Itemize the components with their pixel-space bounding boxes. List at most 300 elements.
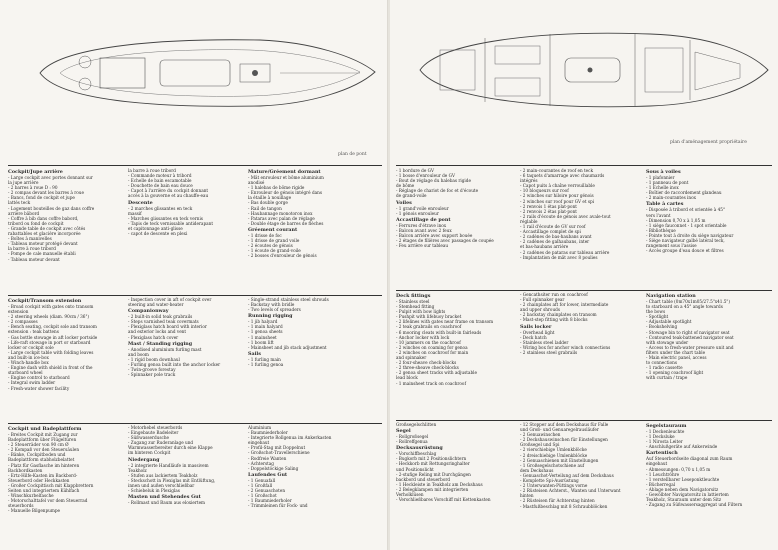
spec-item: Großsegel und Spi [520, 442, 560, 448]
spec-item: innen und außen verschließbar [128, 482, 195, 488]
spec-item: - 2 genoa sheet tracks with adjustable [396, 370, 477, 376]
spec-item: - 2 Genuaschienen mit Einstellungen [520, 457, 599, 463]
spec-item: locker or cockpit sole [8, 344, 54, 350]
spec-item: - Boîtes à manivelles [8, 236, 52, 242]
spec-item: im hinteren Cockpit [128, 450, 171, 456]
spec-item: tribord ou fond de cockpit [8, 220, 64, 226]
spec-item: lattés teck [8, 200, 31, 206]
spec-item: - Gas bottle stowage in aft locker portside [8, 334, 98, 340]
spec-column [8, 297, 126, 421]
spec-item: - Rodfreie Wanten [248, 455, 287, 461]
spec-item: - Access to fresh-water pressure unit and [646, 344, 734, 350]
spec-item: de grand-voile [396, 193, 427, 199]
section-heading: Laufendes Gut [248, 471, 288, 478]
spec-item: - Bibliothèque [646, 227, 676, 233]
spec-list [248, 175, 382, 226]
spec-item: - 12 Stopper auf dem Deckshaus für Falle [520, 422, 609, 427]
spec-item: - Twin-groove forestay [128, 367, 176, 373]
spec-item: - 2 barres à roue D : 90 [8, 185, 58, 191]
spec-item: - 1 radio cassette [646, 365, 683, 371]
spec-item: - 10 jammers on the coachroof [396, 339, 461, 345]
spec-item: - Abmessungen: 0,70 x 1,05 m [646, 466, 711, 472]
spec-item: - Anschlußgeräte auf Ankerwinde [646, 444, 718, 450]
section-heading: Mast / Standing rigging [128, 340, 193, 347]
spec-item: - Inspection cover in aft of cockpit over [128, 297, 212, 302]
spec-item: - Steps varnished teak covermats [128, 319, 199, 325]
spec-item: dem Deckshaus [520, 467, 554, 473]
spec-item: - 2 dreischiebige Umlenkblöcke [520, 452, 588, 458]
spec-item: - 6 mooring cleats with built-in fairleads [396, 329, 482, 335]
spec-item: rangement sous l'assise [646, 243, 697, 249]
section-heading: Segel [396, 428, 411, 435]
spec-item: - 1 rail d'écoute de GV sur roof [520, 224, 586, 230]
spec-item: - Tableau moteur protégé devant [8, 241, 78, 247]
spec-item: - Süßwasserdusche [128, 435, 170, 441]
spec-item: - 1 Großfall [248, 482, 273, 488]
separator-line [8, 423, 382, 424]
spec-item: - Baumniederholer [248, 430, 288, 436]
spec-item: - Capot puits à chaîne verrouillable [520, 183, 595, 189]
spec-item: - 1 rigid boom downhaul [128, 356, 180, 362]
spec-list [128, 297, 246, 307]
spec-item: - 1 panneau de pont [646, 180, 689, 186]
spec-item: - Logement bouteilles de gaz dans coffre [8, 205, 95, 211]
spec-item: - Großschot-Travellerschiene [248, 450, 310, 456]
spec-item: - 1 mainsheet track on coachroof [396, 380, 467, 386]
spec-item: to connections [646, 360, 678, 366]
spec-column [8, 168, 126, 293]
spec-item: - Manuelle Bilgenpumpe [8, 508, 61, 514]
spec-item: - Eingebaute Badeleiter [128, 430, 179, 436]
section-heading: Accastillage de pont [396, 216, 451, 223]
spec-item: - Motorhebel steuerbords [128, 425, 183, 430]
spec-item: - Overhead light [520, 329, 555, 335]
spec-item: accès à la gouverne et au chauffe-eau [128, 193, 209, 199]
spec-item: - 1 Leuchtröhre [646, 471, 680, 477]
spec-item: - Wiring box for anchor winch connections [520, 344, 611, 350]
spec-item: extension : teak battens [8, 329, 59, 335]
spec-list [248, 233, 382, 258]
spec-item: - 2 étages de filières avec passages de coupée [396, 238, 494, 244]
spec-item: - Großer Cockpittisch mit Klappbrettern [8, 482, 94, 488]
spec-item: and upper shrouds [520, 307, 560, 313]
spec-item: - 2 winches sur roof pour GV et spi [520, 198, 595, 204]
spec-item: eingebaut [646, 461, 668, 467]
section-heading: Deck fittings [396, 293, 431, 299]
spec-item: - Rollgroßsegel [396, 434, 429, 440]
section-heading: Cockpit/Transom extension [8, 298, 82, 304]
spec-item: - 2 integrierte Handläufe in massivem [128, 462, 209, 468]
spec-list [128, 425, 246, 456]
spec-item: Auf Steuerbordseite diagonal zum Raum [646, 456, 733, 462]
spec-item: und Positionslicht [396, 466, 434, 472]
spec-item: - Profil-Stag mit Doppelnut [248, 445, 306, 451]
spec-item: - Spinnaker pole track [128, 372, 176, 378]
spec-item: hinten [520, 493, 534, 499]
spec-item: - Grande table de cockpit avec côtés [8, 225, 86, 231]
spec-column [128, 297, 246, 421]
spec-item: - Chart table (0m70x1m05/27.5"x41.5") [646, 299, 730, 304]
spec-list [248, 425, 382, 471]
section-heading: Sous à voiles [646, 169, 681, 175]
spec-list [248, 357, 382, 367]
spec-item: réglable [520, 218, 538, 224]
section-heading: Masten und Stehendes Gut [128, 494, 201, 501]
spec-item: - Implantation de mât avec 8 poulies [520, 254, 598, 260]
spec-item: - Bänke, Cockpitboden und [8, 452, 66, 458]
spec-list [8, 304, 126, 391]
spec-list [396, 299, 518, 386]
spec-item: - 2 bosses d'enrouleur de génois [248, 253, 317, 259]
spec-column [646, 168, 772, 293]
spec-item: extension [8, 309, 29, 315]
spec-list [646, 429, 772, 449]
spec-list [646, 299, 772, 381]
section-heading: Niedergang [128, 456, 160, 463]
spec-item: - 2 steering wheels (diam. 90cm / 36") [8, 314, 90, 320]
section-heading: Voiles [396, 199, 412, 206]
spec-item: und Groß- und Genuaregelrausläufer [520, 427, 599, 433]
spec-column [646, 422, 772, 550]
spec-item: - 2 Kompaß vor den Steuersäulen [8, 447, 80, 453]
spec-item: - Gewölbter Navigatorsitz in lattiertem [646, 492, 729, 498]
spec-item: the bows [646, 309, 666, 315]
spec-item: la jupe arrière [8, 180, 39, 186]
spec-list [128, 168, 246, 199]
spec-item: - Rollmast und Baum aus eloxiertem [128, 500, 206, 506]
spec-item: - Commande moteur à tribord [128, 173, 192, 179]
spec-item: - Accastillage complet de spi [520, 229, 581, 235]
section-heading: Segelstauraum [646, 423, 687, 429]
spec-item: - Large cockpit avec portes donnant sur [8, 175, 93, 180]
spec-item: filters under the chart table [646, 349, 706, 355]
spec-item: - Pompe de cale manuelle établi [8, 251, 76, 257]
separator-line [396, 165, 772, 166]
spec-item: - Rail de tangon [248, 205, 282, 211]
spec-item: - Bancs, fond de cockpit et jupe [8, 195, 75, 201]
deck-plan-caption: plan de pont [338, 152, 367, 157]
spec-item: - 1 plafonnier [646, 175, 675, 180]
spec-item: - 2 main-courantes inox [646, 195, 696, 201]
spec-item: - 2 vierschiebige Umlenkblöcke [520, 447, 587, 453]
spec-item: - Large cockpit table with folding leaves [8, 349, 94, 355]
spec-column [8, 425, 126, 550]
spec-item: - 6 taquets d'amarrage avec chaumards [520, 173, 605, 179]
spec-item: - Pushpit with lifebuoy bracket [396, 314, 462, 320]
spec-list [248, 478, 382, 509]
spec-item: - Furling genoa built into the anchor locker [128, 361, 221, 367]
spec-item: - Bugkorb mit 2 Positionslichtern [396, 456, 467, 462]
spec-item: - Single-strand stainless steel shrouds [248, 297, 329, 302]
spec-item: - 2 rails d'écoute de génois avec avale-tout [520, 213, 611, 219]
spec-item: with stowage under [646, 339, 689, 345]
spec-item: - 1 bosse d'enrouleur de GV [396, 173, 455, 179]
spec-item: - capot de descente en plexi [128, 231, 188, 237]
spec-item: - 1 furling main [248, 356, 281, 362]
spec-item: and boom [128, 351, 149, 357]
spec-list [396, 451, 518, 502]
spec-list [646, 207, 772, 253]
spec-item: Aluminium [248, 425, 272, 430]
spec-item: - Disposée à tribord et orientée à 45° [646, 207, 726, 213]
spec-item: et bas-haubans arrière [520, 244, 569, 250]
spec-item: backbord und steuerbord [396, 476, 451, 482]
spec-item: et capitonnage anti-glisse [128, 225, 183, 231]
layout-plan-caption: plan d'aménagement propriétaire [670, 140, 747, 145]
spec-item: - Spotlight [646, 314, 669, 320]
spec-item: - 2 built-in solid teak grabrails [128, 314, 193, 320]
spec-item: - Anodised aluminium furling mast [128, 346, 202, 352]
spec-item: - Echelle de bain escamotable [128, 178, 192, 184]
spec-item: - 2 Genuawinschen [520, 432, 561, 438]
spec-item: - Doppelstöckige Saling [248, 465, 299, 471]
deck-plan-drawing [0, 0, 388, 165]
spec-item: - Genuaschot-Verteilung auf dem Deckshaus [520, 472, 614, 478]
spec-item: - 1 genoa sheets [248, 329, 283, 335]
spec-column [396, 422, 518, 550]
spec-item: - 1 drisse de grand voile [248, 238, 300, 244]
spec-item: - 2 Genuaschoten [248, 488, 286, 494]
spec-column [520, 292, 644, 418]
section-heading: Navigation station [646, 293, 696, 299]
spec-item: and exterior locks and vent [128, 329, 187, 335]
separator-line [396, 420, 772, 421]
spec-item: de bôme [396, 183, 415, 189]
spec-list [128, 463, 246, 494]
spec-item: - Bookshelving [646, 324, 678, 330]
spec-item: lead block [396, 375, 418, 381]
section-heading: Sails [248, 350, 261, 357]
spec-item: - 1 furling genoa [248, 361, 284, 367]
spec-item: - Winschkurbelfasche [8, 493, 54, 499]
spec-item: steering and water-heater [128, 302, 184, 308]
spec-item: and built-in ice-box [8, 354, 49, 360]
spec-item: - Life-raft stowage in port or starboard [8, 339, 91, 345]
section-heading: Descente [128, 199, 153, 206]
right-page [390, 0, 778, 550]
separator-line [8, 165, 382, 166]
spec-item: Badeplattform über Flügeltüren [8, 437, 77, 443]
spec-column [128, 425, 246, 550]
spec-item: - 1 Heckleiste in Teakholz am Deckshaus [396, 481, 483, 487]
spec-list [248, 319, 382, 350]
spec-item: to starboard on a 45° angle towards [646, 304, 723, 310]
spec-item: and spinnaker [396, 355, 427, 361]
spec-list [248, 297, 382, 312]
spec-item: - Stainless steel [396, 299, 430, 304]
spec-item: - Engine control to starboard [8, 375, 70, 381]
spec-column [396, 292, 518, 418]
spec-column [128, 168, 246, 293]
spec-item: - Contoured teak-battened navigator seat [646, 334, 734, 340]
spec-item: - Mast-step fitting with 8 blocks [520, 317, 588, 323]
spec-item: - Verschließbares Vorschiff mit Kettenkasten [396, 497, 491, 503]
spec-item: - 2 stainless steel grabrails [520, 349, 578, 355]
spec-item: Warmwasserbereiter durch eine Klappe [128, 445, 213, 451]
spec-item: - 2 winches on coaming for genoa [396, 344, 468, 350]
spec-item: massif [128, 210, 142, 216]
spec-item: - 2 four-sheave check-blocks [396, 360, 457, 366]
spec-item: Badeplattform stabholzbelattet [8, 457, 75, 463]
spec-item: - 2 compasses [8, 319, 38, 325]
spec-item: - 2 winches on coachroof for main [396, 349, 469, 355]
spec-item: arrière bâbord [8, 210, 40, 216]
spec-column [248, 425, 382, 550]
spec-item: - 2 teak grabrails on coachroof [396, 324, 462, 330]
spec-item: - 1 boom lift [248, 339, 274, 345]
spec-item: - Enrouleur de génois intégré dans [248, 190, 322, 196]
spec-item: - 1 génois enrouleur [396, 210, 439, 216]
separator-line [396, 290, 772, 291]
spec-item: - Capot à l'arrière du cockpit donnant [128, 188, 209, 194]
spec-list [8, 432, 126, 514]
spec-item: Steuerbord oder Heckkasten [8, 477, 70, 483]
spec-item: - Anchor locker with lock [396, 334, 450, 340]
spec-item: - Double étage de barres de flèches [248, 220, 324, 226]
spec-item: - 2 renvois 2 étas plat-pont [520, 208, 577, 214]
spec-item: - Balcon arrière avec support bouée [396, 232, 473, 238]
spec-item: - Integral swim ladder [8, 380, 56, 386]
spec-list [396, 434, 518, 444]
spec-item: - Engine dash with shield in front of the [8, 365, 93, 371]
spec-item: - 2 Unterwanten-Püttings vorne [520, 483, 588, 489]
spec-item: - Bout de réglage du halebas rigide [396, 178, 471, 184]
spec-item: - 1 Genuafall [248, 477, 276, 483]
spec-item: - 2 marches glissantes en teck [128, 205, 193, 211]
spec-item: - 2 écoutes de génois [248, 243, 293, 249]
spec-item: - Heckkorb mit Rettungsringhalter [396, 461, 470, 467]
spec-item: - 2 renvois 1 étas plat-pont [520, 203, 577, 209]
spec-item: Großsegelschlitten [396, 422, 437, 427]
spec-item: - Mât enrouleur et bôme aluminium [248, 175, 324, 180]
spec-item: - 1 Echelle inox [646, 185, 679, 191]
spec-item: - Bücherregal [646, 481, 676, 487]
spec-item: - 2 three-sheave check-blocks [396, 365, 459, 371]
spec-item: - 1 halebas de bôme rigide [248, 185, 305, 191]
spec-item: anodisé [248, 180, 265, 186]
spec-item: - Trimmleinen für Fock- und [248, 503, 308, 509]
spec-item: - Feu arrière sur tableau [396, 243, 449, 249]
spec-item: - 2 backstay chainplates on transom [520, 312, 597, 318]
spec-item: - Douchette de bain eau douce [128, 183, 193, 189]
spec-item: - 10 bloqueurs sur roof [520, 188, 569, 194]
spec-item: - Integrierte Rollgenua im Ankerkasten [248, 435, 332, 441]
spec-item: - Pataras avec palan de réglage [248, 215, 315, 221]
spec-item: - Ertz-Hilfe-Kasten im Backbord- [8, 472, 78, 478]
spec-item: - 2 lifelines with gates near frame on transom [396, 319, 494, 325]
section-heading: Companionway [128, 308, 169, 315]
spec-item: - Réglage de chariot de foc et d'écoute [396, 188, 479, 194]
spec-item: - Coffre à bib dans coffre babord, [8, 215, 79, 221]
spec-item: rabattables et glacière incorporée [8, 231, 81, 237]
spec-list [646, 175, 772, 200]
spec-item: - 1 verstellbarer Leseponktleuchte [646, 476, 720, 482]
spec-item: - 2 winches sur hiloire pour génois [520, 193, 594, 199]
spec-item: - Full spinnaker gear [520, 297, 565, 303]
spec-list [520, 330, 644, 355]
spec-item: - Plexiglass hatch cover [128, 334, 179, 340]
spec-list [520, 422, 644, 509]
spec-item: - Fresh-water shower facility [8, 385, 70, 391]
spec-item: - Vorschiffbeschlag [396, 451, 437, 457]
spec-item: - Accès groupe d'eau douce et filtres [646, 248, 724, 254]
spec-item: - 2 Deckshauswinschen für Einstellungen [520, 437, 608, 443]
spec-item: Teakholz, Stauraum unter dem Sitz [646, 497, 722, 503]
spec-item: - 1 grand'voile enrouleur [396, 205, 449, 211]
section-heading: Table à cartes [646, 201, 684, 208]
spec-column [248, 168, 382, 293]
spec-item: - 1 Decksluke [646, 434, 675, 440]
spec-list [520, 292, 644, 323]
spec-item: - 1 siège fauconnet - 1 spot orientable [646, 222, 727, 228]
section-heading: Cockpit/Jupe arrière [8, 169, 63, 175]
spec-list [396, 168, 518, 199]
section-heading: Kartentisch [646, 450, 678, 457]
spec-item: - Boîtier de raccordement glandeau [646, 190, 722, 196]
section-heading: Mature/Gréement dormant [248, 169, 321, 175]
spec-item: - 1 jib halyard [248, 319, 278, 325]
left-page [0, 0, 388, 550]
spec-item: - Pulpit with bow lights [396, 309, 446, 315]
spec-item: - 1 écoute de grand-voile [248, 248, 301, 254]
spec-item: - Winch-handle box [8, 360, 49, 366]
spec-item: eingebaut [248, 440, 270, 446]
spec-item: - Siège navigateur galbé latéral teck, [646, 238, 725, 244]
spec-item: - Achterstag [248, 460, 274, 466]
spec-item: - 1 opening coachroof light [646, 370, 704, 376]
spec-item: - Broad cockpit with gates onto transom [8, 304, 94, 309]
spec-item: - Tableau moteur devant [8, 256, 60, 262]
spec-list [396, 422, 518, 427]
spec-item: - 1 Deckenleuchte [646, 429, 685, 434]
spec-item: - Platz für Gasflasche im hinteren [8, 462, 80, 468]
section-heading: Decksausrüstung [396, 445, 443, 452]
spec-item: - Backstay with bridle [248, 302, 295, 308]
spec-item: - Breites Cockpit mit Zugang zur [8, 432, 78, 437]
spec-list [128, 500, 246, 505]
spec-item: - Gencathsiter run on coachroof [520, 292, 588, 297]
spec-list [396, 223, 518, 248]
spec-item: - 2 compas devant les barres à roue [8, 190, 84, 196]
spec-item: Backbordkasten [8, 467, 43, 473]
spec-item: - Stemhead fitting [396, 304, 435, 310]
spec-item: - Plexiglass hatch board with interior [128, 324, 207, 330]
spec-item: - 2 cadènes de pataras sur tableau arrière [520, 249, 610, 255]
spec-item: - 1 Großsegelschotschiene auf [520, 462, 585, 468]
spec-item: - Stainless steel ladder [520, 339, 569, 345]
spec-item: - Pointe tout à droite du siège navigateur [646, 232, 734, 238]
spec-item: la barre à roue tribord [8, 246, 56, 252]
spec-item: la barre à roue tribord [128, 168, 176, 173]
separator-line [8, 295, 382, 296]
spec-item: steuerbords [8, 503, 34, 509]
spec-item: - 2 chainplates aft for lower, intermediate [520, 302, 609, 308]
spec-item: - Tapis de teck vernissable antiderapant [128, 220, 214, 226]
spec-item: - Ferrures d'étrave inox [396, 222, 447, 228]
spec-item: - 1 drisse de foc [248, 232, 282, 238]
spec-column [646, 292, 772, 418]
spec-item: - Motorschalttafel vor dem Steuerrad [8, 498, 88, 504]
spec-item: - 2 Rüsteisen für Achterstag hinten [520, 498, 595, 504]
spec-item: - Mastfußbeschlag mit 8 Schraubblöcken [520, 503, 608, 509]
spec-item: - 2 cadènes de bas-haubans avant [520, 234, 592, 240]
spec-item: - Adjustable spotlight [646, 319, 692, 325]
spec-item: Verholklüsen [396, 492, 424, 498]
section-heading: Cockpit und Badeplattform [8, 426, 82, 432]
spec-list [646, 456, 772, 507]
spec-column [520, 168, 644, 293]
spec-item: - 2 Belegklampen mit integrierten [396, 486, 469, 492]
